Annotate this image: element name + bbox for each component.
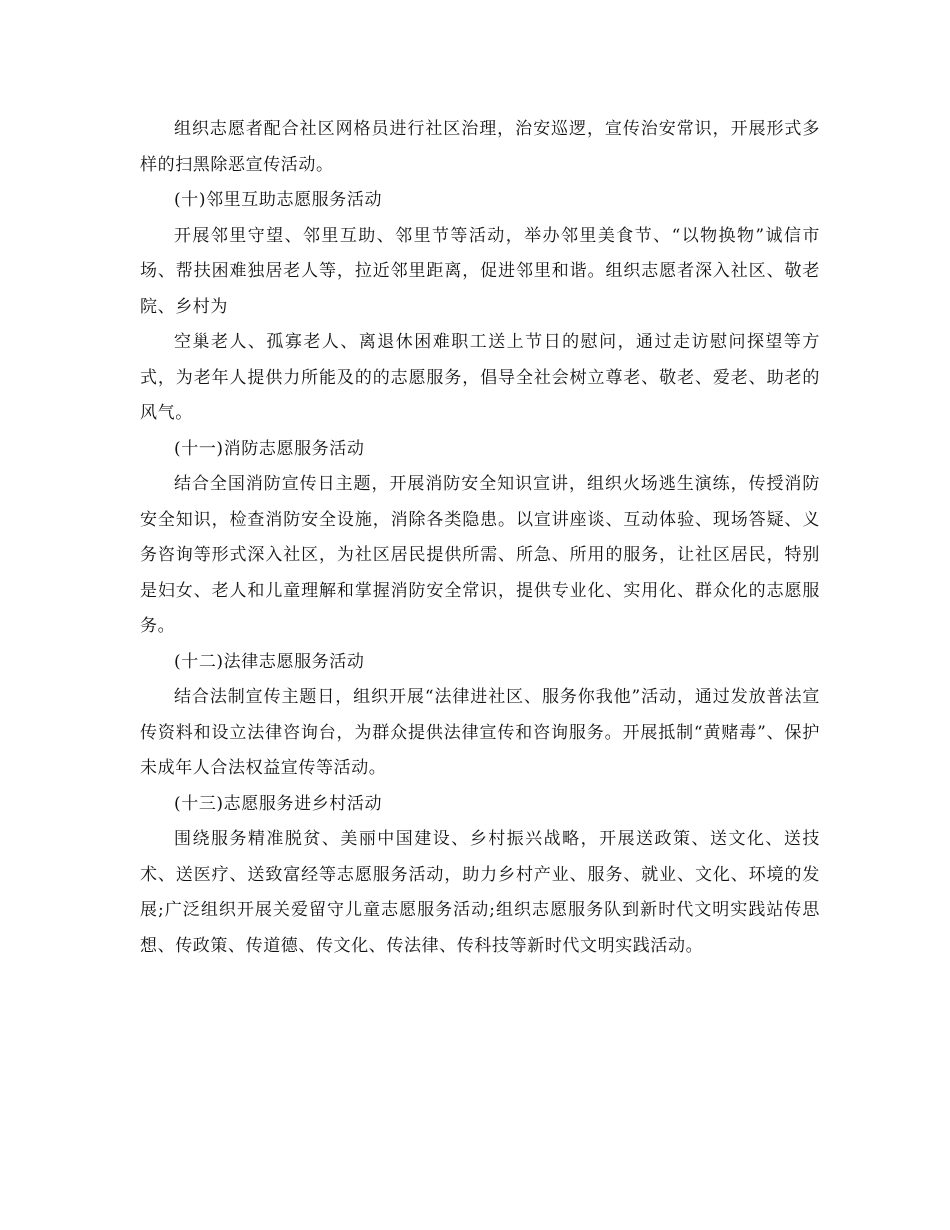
paragraph: 空巢老人、孤寡老人、离退休困难职工送上节日的慰问，通过走访慰问探望等方式，为老年人提供力所能及的的志愿服务，倡导全社会树立尊老、敬老、爱老、助老的风气。 — [140, 332, 820, 423]
document-page — [140, 112, 820, 964]
section-heading-10: (十)邻里互助志愿服务活动 — [174, 190, 383, 210]
section-heading-11: (十一)消防志愿服务活动 — [174, 438, 365, 459]
paragraph: 结合法制宣传主题日，组织开展“法律进社区、服务你我他”活动，通过发放普法宣传资料和设立法律咨询台，为群众提供法律宣传和咨询服务。开展抵制“黄赌毒”、保护未成年人合法权益宣传等活动。 — [140, 687, 820, 778]
paragraph: 组织志愿者配合社区网格员进行社区治理，治安巡逻，宣传治安常识，开展形式多样的扫黑除恶宣传活动。 — [140, 119, 820, 175]
paragraph: 开展邻里守望、邻里互助、邻里节等活动，举办邻里美食节、“以物换物”诚信市场、帮扶困难独居老人等，拉近邻里距离，促进邻里和谐。组织志愿者深入社区、敬老院、乡村为 — [140, 225, 820, 317]
paragraph: 围绕服务精准脱贫、美丽中国建设、乡村振兴战略，开展送政策、送文化、送技术、送医疗、送致富经等志愿服务活动，助力乡村产业、服务、就业、文化、环境的发展;广泛组织开展关爱留守儿童志愿服务活动;组织志愿服务队到新时代文明实践站传思想、传政策、传道德、传文化、传法律、传科技等新时代文明实践活动。 — [140, 829, 820, 956]
section-heading-13: (十三)志愿服务进乡村活动 — [174, 793, 383, 814]
paragraph: 结合全国消防宣传日主题，开展消防安全知识宣讲，组织火场逃生演练，传授消防安全知识，检查消防安全设施，消除各类隐患。以宣讲座谈、互动体验、现场答疑、义务咨询等形式深入社区，为社区居民提供所需、所急、所用的服务，让社区居民，特别是妇女、老人和儿童理解和掌握消防安全常识，提供专业化、实用化、群众化的志愿服务。 — [140, 474, 820, 636]
section-heading-12: (十二)法律志愿服务活动 — [174, 651, 365, 672]
